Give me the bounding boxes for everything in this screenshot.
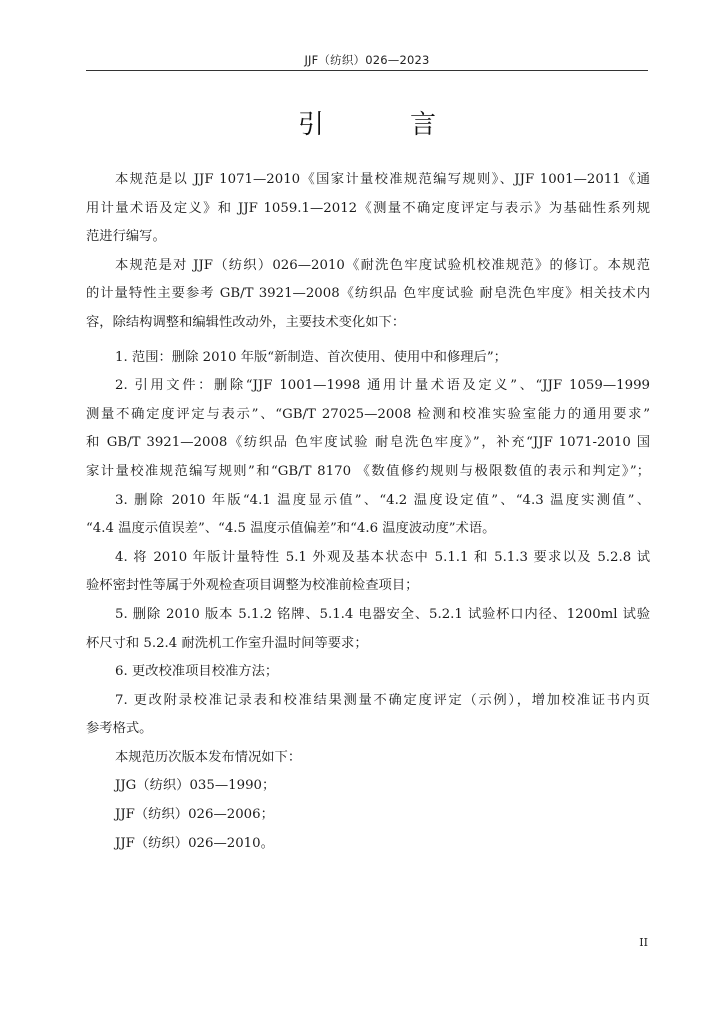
text-line: 的计量特性主要参考 GB/T 3921—2008《纺织品 色牢度试验 耐皂洗色牢度》相关技术内 [86,286,650,302]
history-entry: JJF（纺织）026—2010。 [115,835,274,851]
text-line: 7. 更改附录校准记录表和校准结果测量不确定度评定（示例），增加校准证书内页 [115,692,650,708]
text-line: 2. 引用文件：删除“JJF 1001—1998 通用计量术语及定义”、“JJF 1059—1999 [115,378,650,394]
text-line: 6. 更改校准项目校准方法； [115,664,279,680]
page-title: 引 言 [297,110,466,140]
text-line: 本规范历次版本发布情况如下： [115,749,302,765]
text-line: 5. 删除 2010 版本 5.1.2 铭牌、5.1.4 电器安全、5.2.1 试验杯口内径、1200ml 试验 [115,606,650,622]
text-line: 验杯密封性等属于外观检查项目调整为校准前检查项目； [86,578,419,594]
change-item-5 [86,601,650,658]
text-line: 4. 将 2010 年版计量特性 5.1 外观及基本状态中 5.1.1 和 5.1.3 要求以及 5.2.8 试 [115,549,650,565]
version-history [86,744,650,858]
change-item-2 [86,372,650,486]
text-line: “4.4 温度示值误差”、“4.5 温度示值偏差”和“4.6 温度波动度”术语。 [86,521,496,537]
paragraph-basis [86,166,650,252]
text-line: 杯尺寸和 5.2.4 耐洗机工作室升温时间等要求； [86,635,368,651]
history-entry: JJF（纺织）026—2006； [115,807,274,823]
change-item-7 [86,687,650,744]
text-line: 参考格式。 [86,721,153,737]
text-line: 1. 范围：删除 2010 年版“新制造、首次使用、使用中和修理后”； [115,349,507,365]
document-body [86,166,650,858]
change-item-1 [86,344,650,373]
text-line: 测量不确定度评定与表示”、“GB/T 27025—2008 检测和校准实验室能力的通用要求” [86,406,650,422]
text-line: 家计量校准规范编写规则”和“GB/T 8170 《数值修约规则与极限数值的表示和判定》”； [86,463,650,479]
history-entry: JJG（纺织）035—1990； [115,778,276,794]
text-line: 容，除结构调整和编辑性改动外，主要技术变化如下： [86,314,406,330]
text-line: 范进行编写。 [86,229,166,245]
change-item-3 [86,487,650,544]
change-item-6 [86,658,650,687]
paragraph-revision [86,252,650,338]
page-number: II [639,936,648,949]
text-line: 本规范是对 JJF（纺织）026—2010《耐洗色牢度试验机校准规范》的修订。本规范 [115,257,650,273]
text-line: 和 GB/T 3921—2008《纺织品 色牢度试验 耐皂洗色牢度》”，补充“JJF 1071-2010 国 [86,435,650,451]
running-header: JJF（纺织）026—2023 [304,53,430,67]
text-line: 本规范是以 JJF 1071—2010《国家计量校准规范编写规则》、JJF 1001—2011《通 [115,172,650,187]
text-line: 3. 删除 2010 年版“4.1 温度显示值”、“4.2 温度设定值”、“4.3 温度实测值”、 [115,492,650,508]
text-line: 用计量术语及定义》和 JJF 1059.1—2012《测量不确定度评定与表示》为基础性系列规 [86,200,650,216]
header-rule [86,70,648,71]
change-item-4 [86,544,650,601]
